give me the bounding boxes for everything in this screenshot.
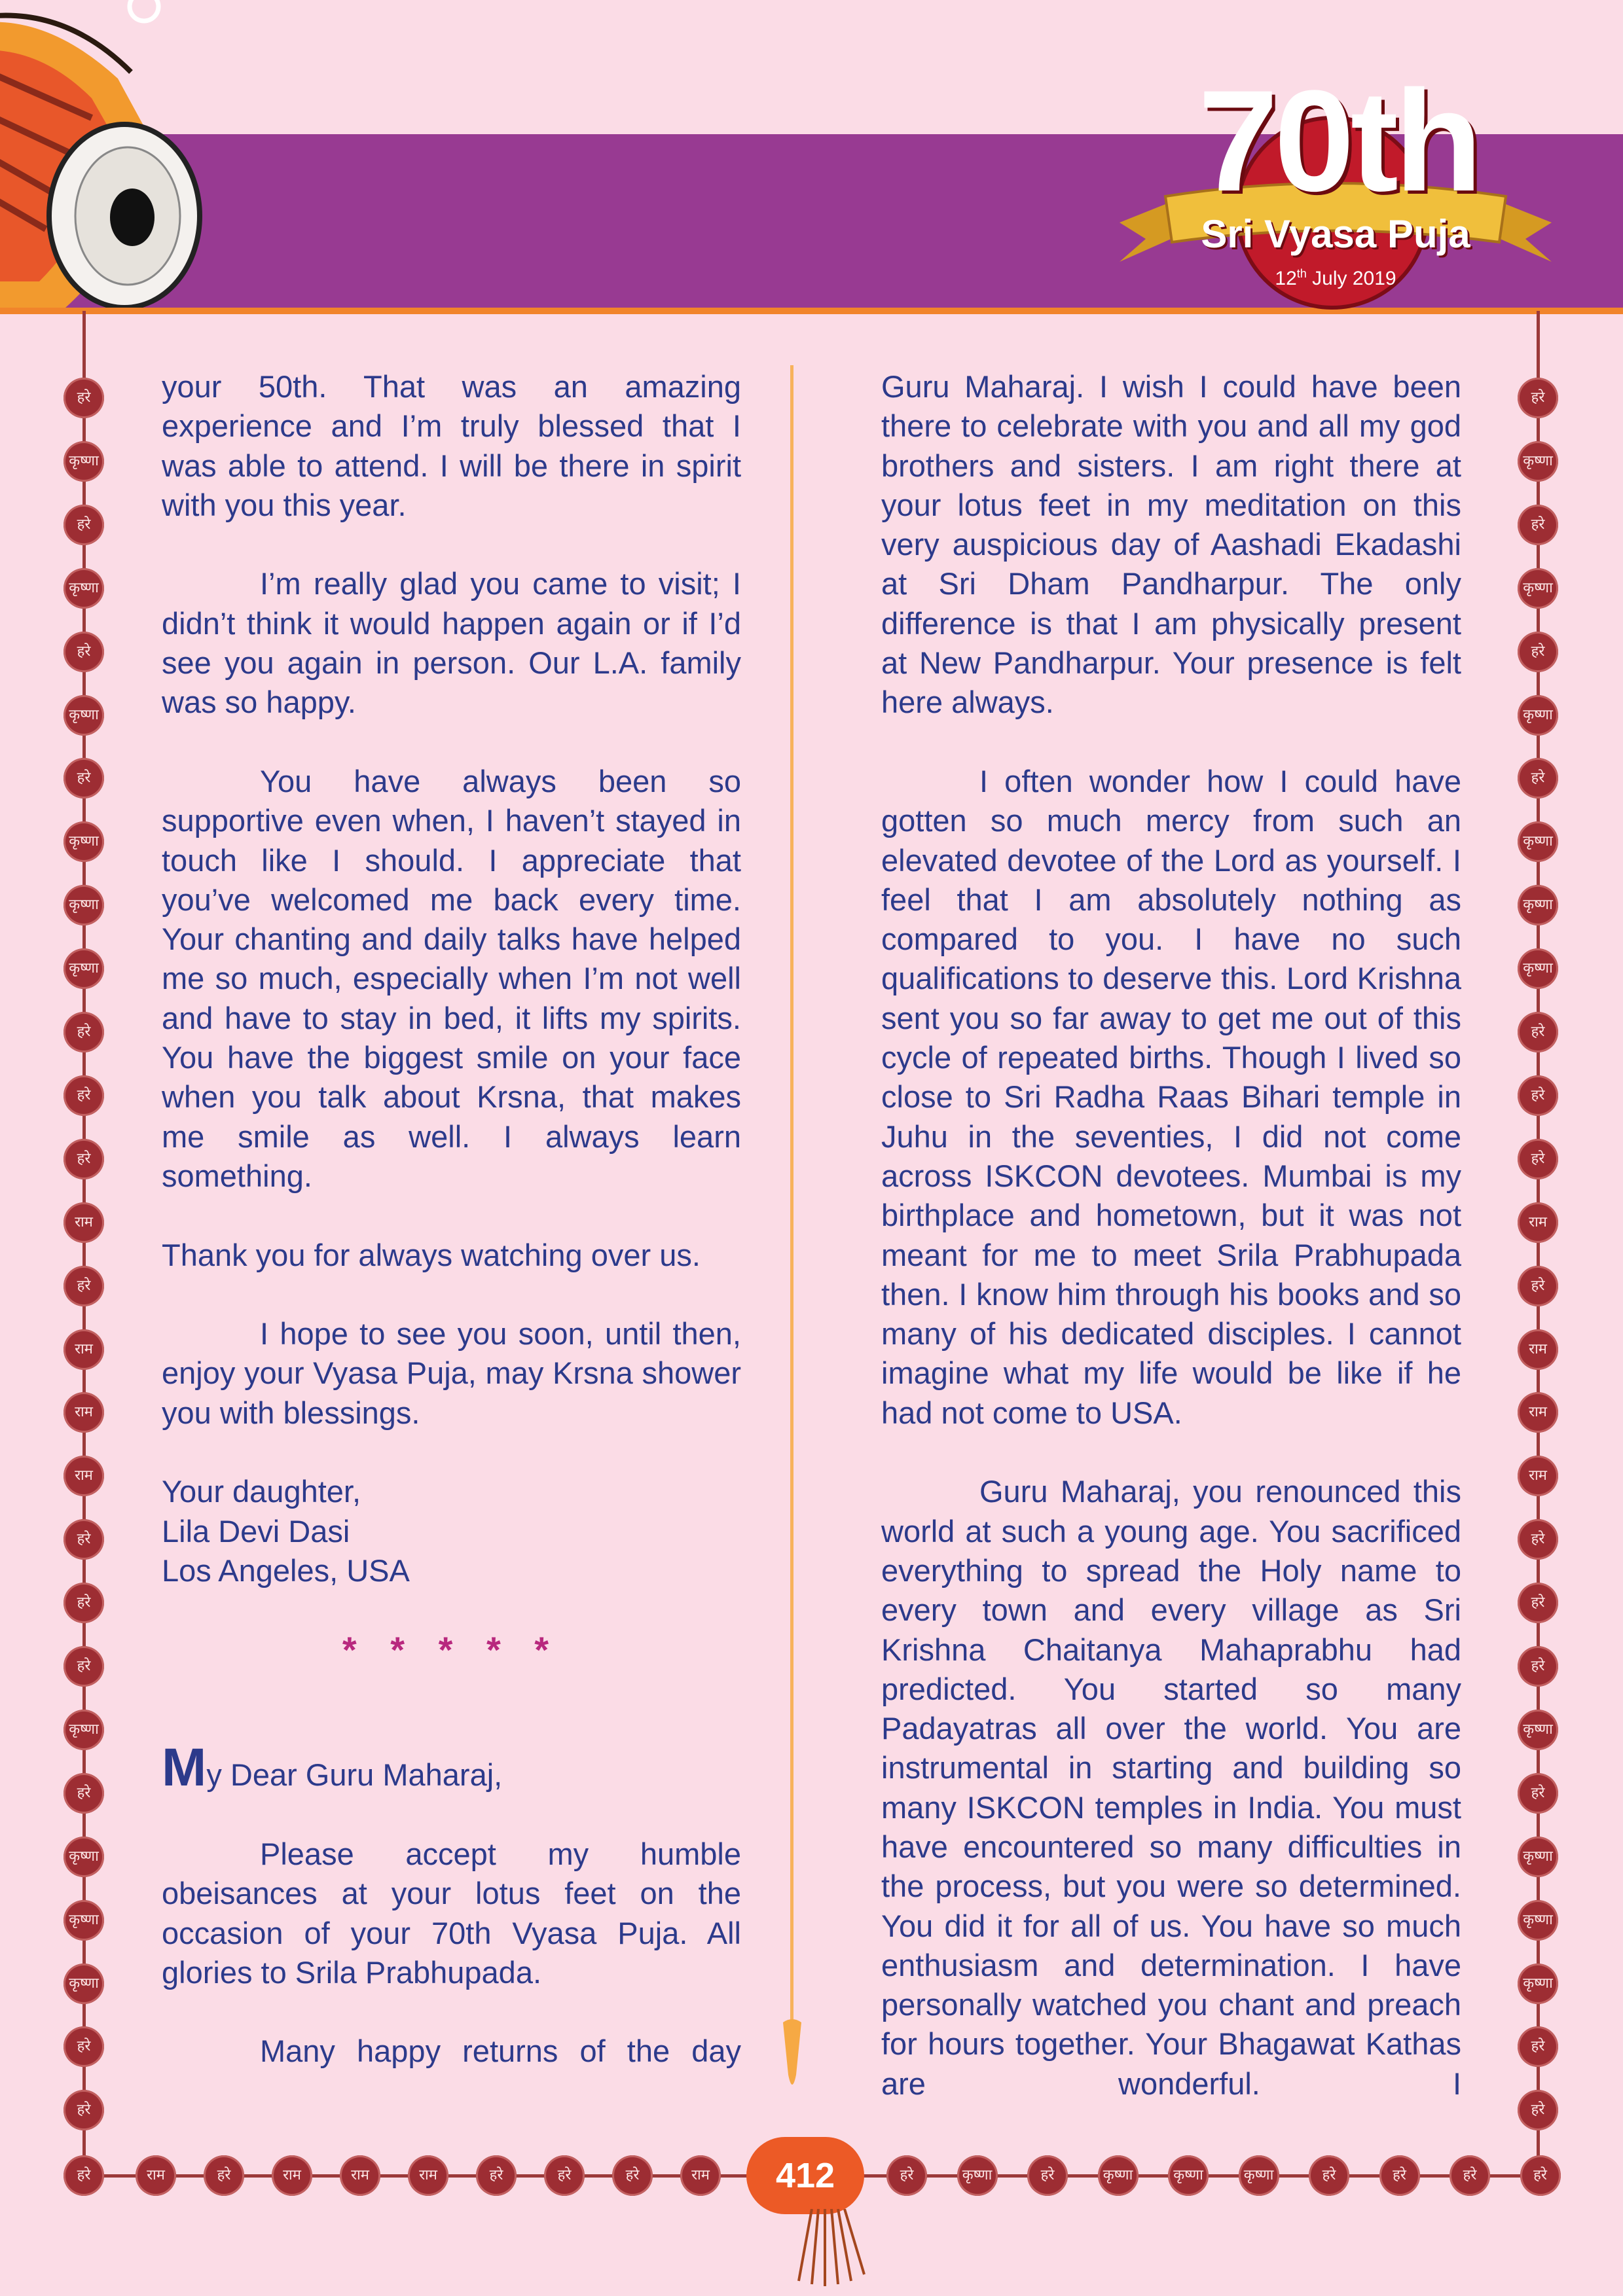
rosary-bead: हरे bbox=[64, 2026, 104, 2067]
rosary-bead: हरे bbox=[64, 1139, 104, 1179]
salutation: My Dear Guru Maharaj, bbox=[162, 1738, 503, 1798]
rosary-bead: राम bbox=[340, 2155, 380, 2196]
rosary-bead: राम bbox=[64, 1392, 104, 1433]
rosary-bead: हरे bbox=[1518, 1075, 1558, 1116]
rosary-bead: कृष्णा bbox=[64, 1900, 104, 1941]
rosary-bead: हरे bbox=[476, 2155, 517, 2196]
salutation-drop-cap: M bbox=[162, 1738, 207, 1798]
rosary-bead: कृष्णा bbox=[1518, 441, 1558, 482]
rosary-bead: कृष्णा bbox=[1518, 1964, 1558, 2004]
rosary-bead: राम bbox=[64, 1456, 104, 1496]
rosary-bead: हरे bbox=[64, 505, 104, 545]
rosary-bead: हरे bbox=[1450, 2155, 1490, 2196]
rosary-bead: हरे bbox=[1518, 1773, 1558, 1814]
rosary-bead: राम bbox=[136, 2155, 176, 2196]
rosary-bead: हरे bbox=[64, 1519, 104, 1560]
signature-location: Los Angeles, USA bbox=[162, 1552, 410, 1588]
badge-70th: 70th bbox=[1198, 60, 1479, 221]
rosary-bead: हरे bbox=[204, 2155, 244, 2196]
rosary-bead: कृष्णा bbox=[64, 1710, 104, 1750]
rosary-bead: हरे bbox=[1518, 1583, 1558, 1623]
rosary-bead: हरे bbox=[64, 1583, 104, 1623]
rosary-bead: कृष्णा bbox=[64, 885, 104, 925]
rosary-bead: हरे bbox=[64, 1773, 104, 1814]
rosary-bead: राम bbox=[408, 2155, 448, 2196]
rosary-bead: हरे bbox=[1518, 758, 1558, 798]
rosary-bead: राम bbox=[1518, 1392, 1558, 1433]
rosary-bead: कृष्णा bbox=[64, 695, 104, 736]
signature-line-1: Your daughter, bbox=[162, 1474, 361, 1509]
center-divider-string bbox=[790, 365, 793, 2021]
rosary-bead: कृष्णा bbox=[1518, 885, 1558, 925]
rosary-bead: हरे bbox=[544, 2155, 585, 2196]
rosary-bead: हरे bbox=[64, 632, 104, 672]
right-column bbox=[881, 367, 1461, 2104]
right-paragraph-1: Guru Maharaj. I wish I could have been there to celebrate with you and all my god brothers and sisters. I am right there at your lotus feet in my meditation on this very auspicious day of Aashadi Ekadashi at Sri Dham Pandharpur. The only difference is that I am physically present at New Pandharpur. Your presence is felt here always. bbox=[881, 369, 1461, 720]
rosary-bead: राम bbox=[272, 2155, 312, 2196]
badge-date: 12th July 2019 bbox=[1275, 267, 1396, 289]
rosary-bead: हरे bbox=[64, 2155, 104, 2196]
rosary-bead: कृष्णा bbox=[1518, 1900, 1558, 1941]
rosary-bead: हरे bbox=[64, 1075, 104, 1116]
rosary-bead: कृष्णा bbox=[957, 2155, 998, 2196]
rosary-bead: कृष्णा bbox=[64, 948, 104, 989]
left-paragraph-3: You have always been so supportive even when, I haven’t stayed in touch like I should. I appreciate that you’ve welcomed me back every time. Your chanting and daily talks have helped me so much, especially when I’m not well and have to stay in bed, it lifts my spirits. You have the biggest smile on your face when you talk about Krsna, that makes me smile as well. I always learn something. bbox=[162, 763, 741, 1193]
rosary-bead: हरे bbox=[1518, 378, 1558, 418]
right-paragraph-2: I often wonder how I could have gotten so much mercy from such an elevated devotee of the Lord as yourself. I feel that I am absolutely nothing as compared to you. I have no such qualifications to deserve this. Lord Krishna sent you so far away to get me out of this cycle of repeated births. Though I lived so close to Sri Radha Raas Bihari temple in Juhu in the seventies, I did not come across ISKCON devotees. Mumbai is my birthplace and hometown, but it was not meant for me to meet Srila Prabhupada then. I know him through his books and so many of his dedicated disciples. I cannot imagine what my life would be like if he had not come to USA. bbox=[881, 763, 1461, 1430]
rosary-bead: हरे bbox=[886, 2155, 927, 2196]
rosary-bead: हरे bbox=[1518, 1012, 1558, 1052]
rosary-bead: हरे bbox=[1027, 2155, 1068, 2196]
rosary-bead: हरे bbox=[1518, 1139, 1558, 1179]
left-column bbox=[162, 367, 741, 2072]
rosary-bead: हरे bbox=[1518, 2090, 1558, 2130]
rosary-bead: राम bbox=[1518, 1202, 1558, 1243]
rosary-bead: कृष्णा bbox=[1098, 2155, 1139, 2196]
rosary-bead: कृष्णा bbox=[1168, 2155, 1209, 2196]
rosary-bead: राम bbox=[64, 1329, 104, 1370]
rosary-bead: हरे bbox=[612, 2155, 653, 2196]
rosary-bead: हरे bbox=[1518, 1519, 1558, 1560]
rosary-bead: कृष्णा bbox=[1518, 695, 1558, 736]
left-paragraph-4: Thank you for always watching over us. bbox=[162, 1237, 701, 1272]
left-paragraph-5: I hope to see you soon, until then, enjoy your Vyasa Puja, may Krsna shower you with blessings. bbox=[162, 1316, 741, 1430]
rosary-bead: राम bbox=[1518, 1456, 1558, 1496]
rosary-bead: कृष्णा bbox=[64, 821, 104, 862]
left-paragraph-7: Many happy returns of the day bbox=[260, 2034, 741, 2069]
left-paragraph-2: I’m really glad you came to visit; I didn’t think it would happen again or if I’d see you again in person. Our L.A. family was so happy. bbox=[162, 566, 741, 720]
rosary-bead: कृष्णा bbox=[1239, 2155, 1279, 2196]
signature-name: Lila Devi Dasi bbox=[162, 1513, 350, 1549]
rosary-bead: कृष्णा bbox=[64, 1964, 104, 2004]
divider-drop-ornament bbox=[776, 2016, 808, 2094]
left-paragraph-1: your 50th. That was an amazing experience and I’m truly blessed that I was able to attend. I will be there in spirit with you this year. bbox=[162, 369, 741, 522]
rosary-bead: हरे bbox=[64, 1012, 104, 1052]
mridanga-drum-illustration bbox=[0, 0, 210, 308]
rosary-bead: राम bbox=[1518, 1329, 1558, 1370]
rosary-bead: हरे bbox=[64, 1646, 104, 1687]
rosary-bead: कृष्णा bbox=[1518, 568, 1558, 609]
rosary-bead: हरे bbox=[64, 758, 104, 798]
rosary-bead: हरे bbox=[64, 378, 104, 418]
rosary-bead: हरे bbox=[1520, 2155, 1561, 2196]
rosary-bead: हरे bbox=[1518, 1266, 1558, 1306]
rosary-bead: कृष्णा bbox=[64, 1837, 104, 1877]
rosary-bead: कृष्णा bbox=[1518, 948, 1558, 989]
rosary-bead: हरे bbox=[64, 2090, 104, 2130]
rosary-bead: राम bbox=[64, 1202, 104, 1243]
rosary-bead: हरे bbox=[1518, 1646, 1558, 1687]
rosary-bead: हरे bbox=[1518, 2026, 1558, 2067]
rosary-bead: हरे bbox=[64, 1266, 104, 1306]
page-number-tassel bbox=[786, 2209, 884, 2287]
badge-event: Sri Vyasa Puja bbox=[1201, 212, 1470, 256]
left-paragraph-6: Please accept my humble obeisances at your lotus feet on the occasion of your 70th Vyasa Puja. All glories to Srila Prabhupada. bbox=[162, 1836, 741, 1990]
rosary-bead: राम bbox=[680, 2155, 721, 2196]
rosary-bead: कृष्णा bbox=[64, 441, 104, 482]
rosary-bead: कृष्णा bbox=[1518, 821, 1558, 862]
rosary-bead: कृष्णा bbox=[64, 568, 104, 609]
rosary-bead: कृष्णा bbox=[1518, 1837, 1558, 1877]
letter-separator: * * * * * bbox=[342, 1628, 561, 1670]
rosary-bead: हरे bbox=[1518, 632, 1558, 672]
page-number: 412 bbox=[746, 2137, 864, 2214]
right-paragraph-3: Guru Maharaj, you renounced this world at such a young age. You sacrificed everything to spread the Holy name to every town and every village as Sri Krishna Chaitanya Mahaprabhu had predicted. You started so many Padayatras all over the world. You are instrumental in starting and building so many ISKCON temples in India. You must have encountered so many difficulties in the process, but you were so determined. You did it for all of us. You have so much enthusiasm and determination. I have personally watched you chant and preach for hours together. Your Bhagawat Kathas are wonderful. I bbox=[881, 1474, 1461, 2101]
rosary-bead: हरे bbox=[1379, 2155, 1420, 2196]
rosary-bead: कृष्णा bbox=[1518, 1710, 1558, 1750]
rosary-bead: हरे bbox=[1518, 505, 1558, 545]
rosary-bead: हरे bbox=[1309, 2155, 1349, 2196]
